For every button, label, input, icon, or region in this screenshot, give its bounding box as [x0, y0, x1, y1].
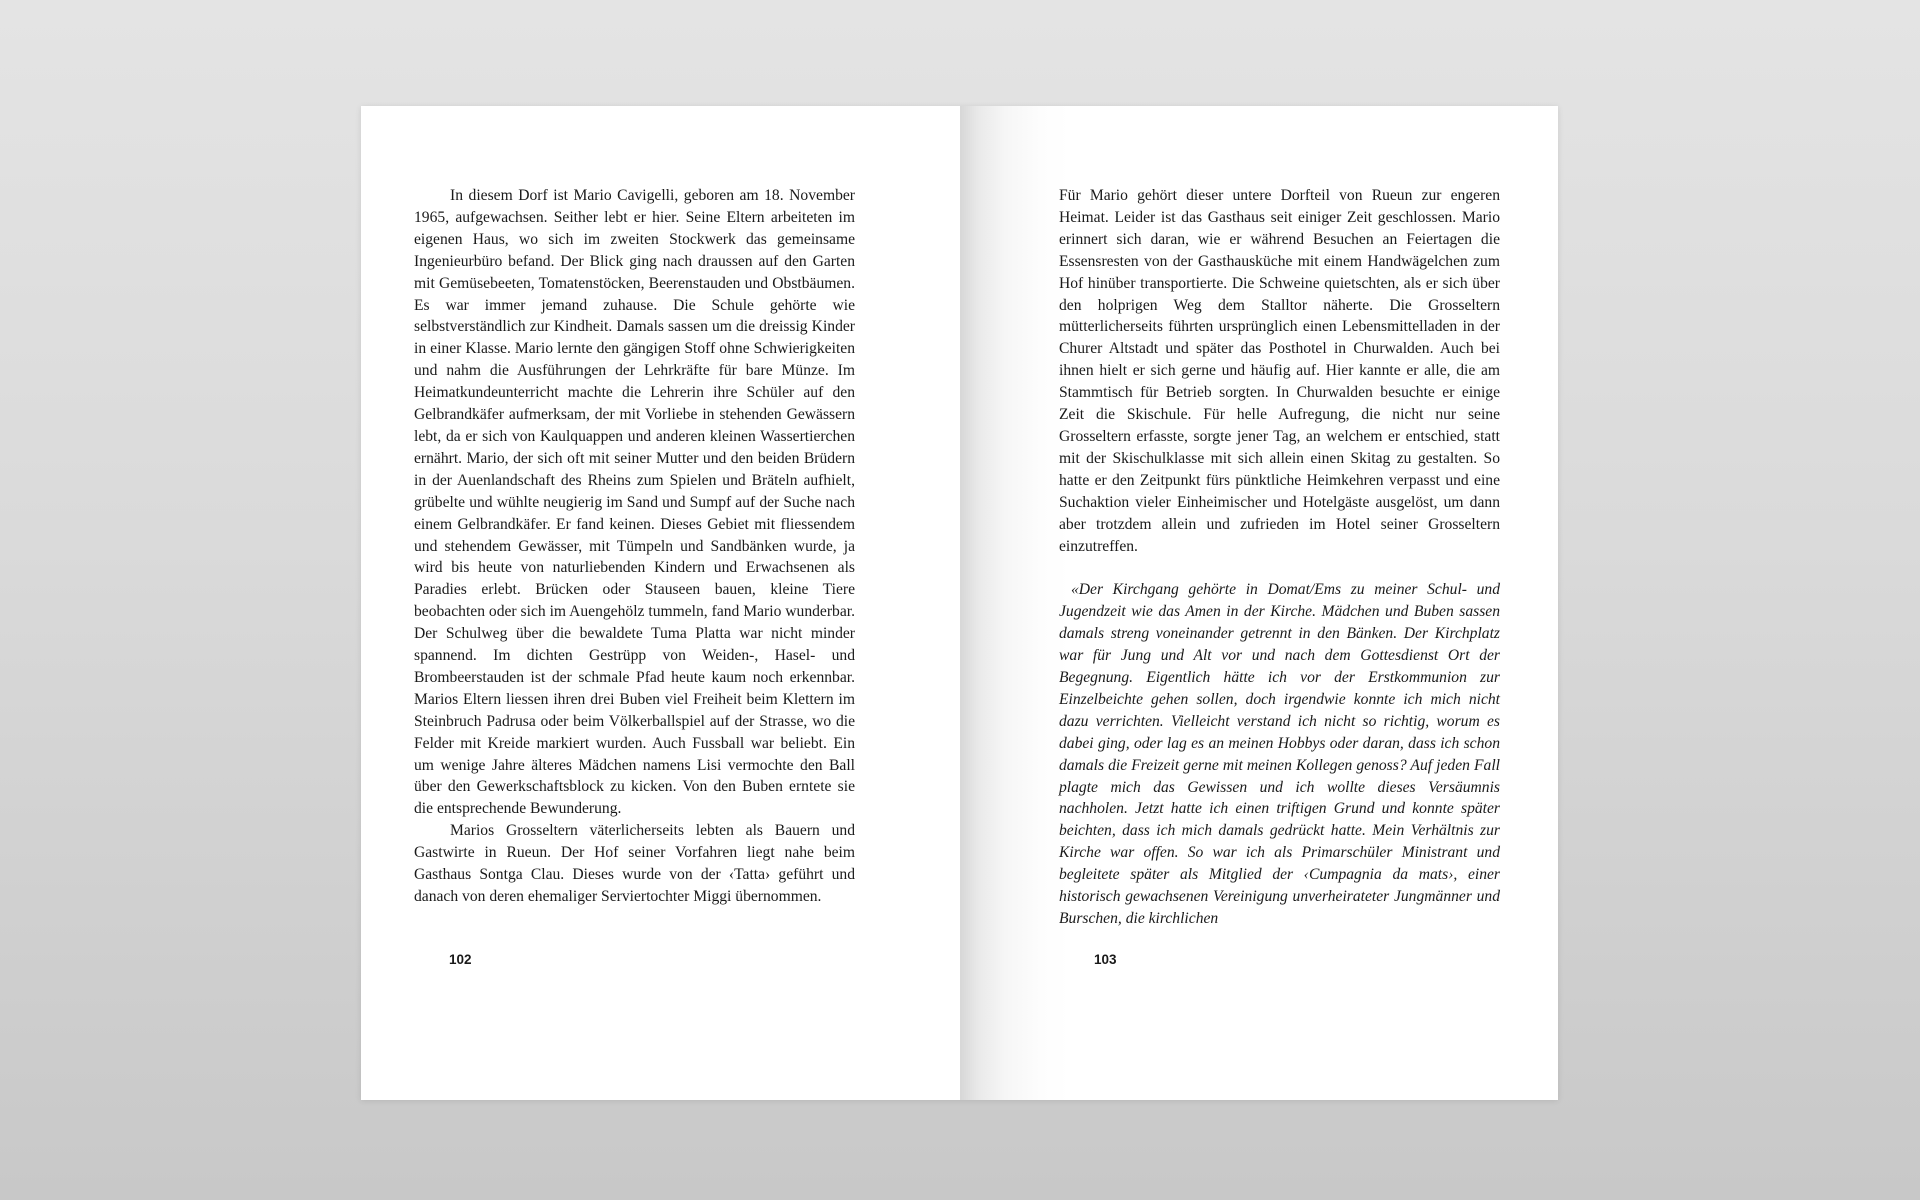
italic-quote: «Der Kirchgang gehörte in Domat/Ems zu meiner Schul- und Jugendzeit wie das Amen in der Kirche. Mädchen und Buben sassen damals streng voneinander getrennt in den Bänken. Der Kirchplatz war für Jung und Alt vor und nach dem Gottesdienst Ort der Begegnung. Eigentlich hätte ich vor der Erstkommunion zur Einzelbeichte gehen sollen, doch irgendwie konnte ich mich nicht dazu verrichten. Vielleicht verstand ich nicht so richtig, worum es dabei ging, oder lag es an meinen Hobbys oder daran, dass ich schon damals die Freizeit gerne mit meinen Kollegen genoss? Auf jeden Fall plagte mich das Gewissen und ich wollte dieses Versäumnis nachholen. Jetzt hatte ich einen triftigen Grund und konnte später beichten, dass ich mich damals gedrückt hatte. Mein Verhältnis zur Kirche war offen. So war ich als Primarschüler Ministrant und begleitete später als Mitglied der ‹Cumpagnia da mats›, einer historisch gewachsenen Vereinigung unverheirateter Jungmänner und Burschen, die kirchlichen: [1059, 581, 1500, 927]
page-number: 103: [1094, 952, 1117, 967]
right-page-text: [1059, 185, 1500, 930]
left-page-text: [414, 185, 855, 908]
paragraph: In diesem Dorf ist Mario Cavigelli, geboren am 18. November 1965, aufgewachsen. Seither lebt er hier. Seine Eltern arbeiteten im eigenen Haus, wo sich im zweiten Stockwerk das gemeinsame Ingenieurbüro befand. Der Blick ging nach draussen auf den Garten mit Gemüsebeeten, Tomatenstöcken, Beerenstauden und Obstbäumen. Es war immer jemand zuhause. Die Schule gehörte wie selbstverständlich zur Kindheit. Damals sassen um die dreissig Kinder in einer Klasse. Mario lernte den gängigen Stoff ohne Schwierigkeiten und nahm die Ausführungen der Lehrkräfte für bare Münze. Im Heimatkundeunterricht machte die Lehrerin ihre Schüler auf den Gelbrandkäfer aufmerksam, der mit Vorliebe in stehenden Gewässern lebt, da er sich von Kaulquappen und anderen kleinen Wassertierchen ernährt. Mario, der sich oft mit seiner Mutter und den beiden Brüdern in der Auenlandschaft des Rheins zum Spielen und Bräteln aufhielt, grübelte und wühlte neugierig im Sand und Sumpf auf der Suche nach einem Gelbrandkäfer. Er fand keinen. Dieses Gebiet mit fliessendem und stehendem Gewässer, mit Tümpeln und Sandbänken wurde, ja wird bis heute von naturliebenden Kindern und Erwachsenen als Paradies erlebt. Brücken oder Stauseen bauen, kleine Tiere beobachten oder sich im Auengehölz tummeln, fand Mario wunderbar. Der Schulweg über die bewaldete Tuma Platta war nicht minder spannend. Im dichten Gestrüpp von Weiden-, Hasel- und Brombeerstauden ist der schmale Pfad heute kaum noch erkennbar. Marios Eltern liessen ihren drei Buben viel Freiheit beim Klettern im Steinbruch Padrusa oder beim Völkerballspiel auf der Strasse, wo die Felder mit Kreide markiert wurden. Auch Fussball war beliebt. Ein um wenige Jahre älteres Mädchen namens Lisi vermochte den Ball über den Gewerkschaftsblock zu kicken. Von den Buben erntete sie die entsprechende Bewunderung.: [414, 187, 855, 818]
right-page: [960, 106, 1558, 1100]
paragraph: Marios Grosseltern väterlicherseits lebten als Bauern und Gastwirte in Rueun. Der Hof seiner Vorfahren liegt nahe beim Gasthaus Sontga Clau. Dieses wurde von der ‹Tatta› geführt und danach von deren ehemaliger Serviertochter Miggi übernommen.: [414, 822, 855, 905]
paragraph: Für Mario gehört dieser untere Dorfteil von Rueun zur engeren Heimat. Leider ist das Gasthaus seit einiger Zeit geschlossen. Mario erinnert sich daran, wie er während Besuchen an Feiertagen die Essensresten von der Gasthausküche mit einem Handwägelchen zum Hof hinüber transportierte. Die Schweine quietschten, als er sich über den holprigen Weg dem Stalltor näherte. Die Grosseltern mütterlicherseits führten ursprünglich einen Lebensmittelladen in der Churer Altstadt und später das Posthotel in Churwalden. Auch bei ihnen hielt er sich gerne und häufig auf. Hier kannte er alle, die am Stammtisch für Betrieb sorgten. In Churwalden besuchte er einige Zeit die Skischule. Für helle Aufregung, die nicht nur seine Grosseltern erfasste, sorgte jener Tag, an welchem er entschied, statt mit der Skischulklasse mit sich allein einen Skitag zu gestalten. So hatte er den Zeitpunkt fürs pünktliche Heimkehren verpasst und eine Suchaktion vieler Einheimischer und Hotelgäste ausgelöst, um dann aber trotzdem allein und zufrieden im Hotel seiner Grosseltern einzutreffen.: [1059, 187, 1500, 555]
page-number: 102: [449, 952, 472, 967]
left-page: [361, 106, 960, 1100]
book-spread: [361, 106, 1558, 1100]
